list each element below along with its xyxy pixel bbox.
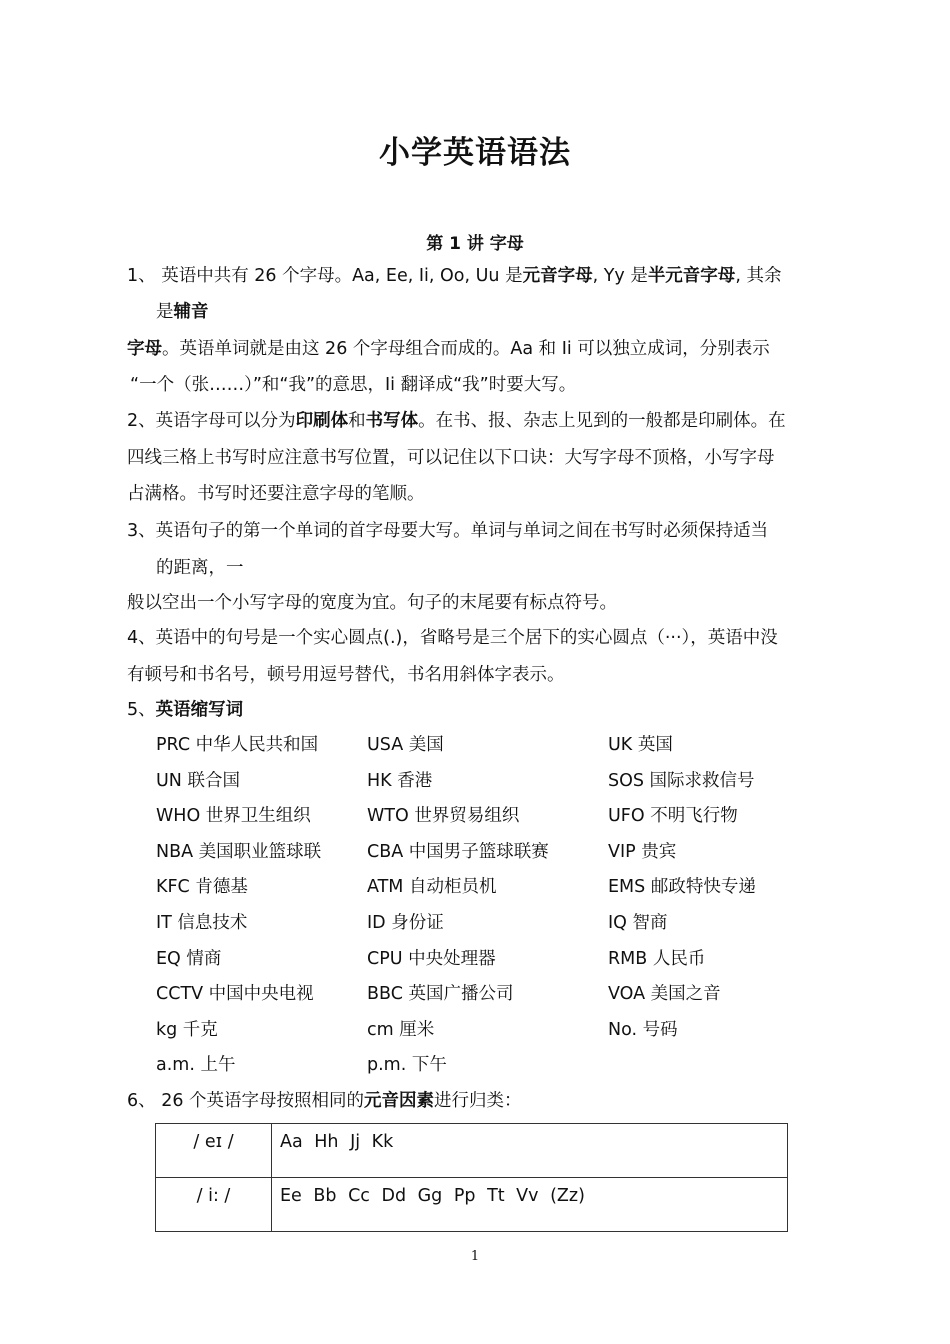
vowel-table bbox=[155, 1123, 788, 1232]
letters-cell: Aa Hh Jj Kk bbox=[272, 1124, 788, 1178]
text: , Yy 是 bbox=[592, 266, 648, 286]
abbreviation-item: CPU 中央处理器 bbox=[367, 949, 496, 969]
abbreviation-item: PRC 中华人民共和国 bbox=[156, 735, 319, 755]
abbreviation-item: NBA 美国职业篮球联 bbox=[156, 842, 322, 862]
text: 进行归类： bbox=[434, 1091, 522, 1111]
text: 。英语单词就是由这 26 个字母组合而成的。Aa 和 Ii 可以独立成词，分别表示 bbox=[162, 339, 770, 359]
text: 6、 26 个英语字母按照相同的 bbox=[127, 1091, 365, 1111]
abbreviation-item: IT 信息技术 bbox=[156, 913, 248, 933]
letters-cell: Ee Bb Cc Dd Gg Pp Tt Vv (Zz) bbox=[272, 1178, 788, 1232]
lesson-title: 第 1 讲 字母 bbox=[426, 234, 524, 254]
paragraph-1-line-4: “一个（张……）”和“我”的意思，Ii 翻译成“我”时要大写。 bbox=[130, 375, 577, 395]
text: 和 bbox=[348, 411, 366, 431]
paragraph-1-line-1 bbox=[127, 264, 781, 288]
text: , 其余 bbox=[735, 266, 782, 286]
page-number: 1 bbox=[470, 1249, 480, 1264]
page-title: 小学英语语法 bbox=[379, 135, 571, 171]
abbreviation-item: EMS 邮政特快专递 bbox=[608, 877, 756, 897]
text: 2、英语字母可以分为 bbox=[127, 411, 296, 431]
abbreviation-item: p.m. 下午 bbox=[367, 1055, 447, 1075]
text: 。在书、报、杂志上见到的一般都是印刷体。在 bbox=[418, 411, 786, 431]
abbreviation-item: UN 联合国 bbox=[156, 771, 240, 791]
text: 1、 英语中共有 26 个字母。Aa, Ee, Ii, Oo, Uu 是 bbox=[127, 266, 523, 286]
paragraph-2-line-2: 四线三格上书写时应注意书写位置，可以记住以下口诀：大写字母不顶格，小写字母 bbox=[127, 448, 775, 468]
text: 是 bbox=[156, 302, 174, 322]
bold-term: 字母 bbox=[127, 339, 162, 359]
abbreviation-item: cm 厘米 bbox=[367, 1020, 435, 1040]
paragraph-4-line-2: 有顿号和书名号，顿号用逗号替代，书名用斜体字表示。 bbox=[127, 665, 565, 685]
abbreviation-item: UK 英国 bbox=[608, 735, 673, 755]
abbreviation-item: VIP 贵宾 bbox=[608, 842, 677, 862]
paragraph-6-line-1 bbox=[127, 1089, 522, 1113]
paragraph-2-line-3: 占满格。书写时还要注意字母的笔顺。 bbox=[127, 484, 425, 504]
paragraph-2-line-1 bbox=[127, 409, 786, 433]
abbreviation-item: IQ 智商 bbox=[608, 913, 668, 933]
paragraph-1-line-2 bbox=[156, 300, 209, 324]
abbreviation-item: HK 香港 bbox=[367, 771, 433, 791]
abbreviation-item: kg 千克 bbox=[156, 1020, 218, 1040]
abbreviation-item: ID 身份证 bbox=[367, 913, 444, 933]
paragraph-4-line-1: 4、英语中的句号是一个实心圆点(.)，省略号是三个居下的实心圆点（···），英语中没 bbox=[127, 628, 778, 648]
abbreviation-item: CCTV 中国中央电视 bbox=[156, 984, 314, 1004]
bold-term: 英语缩写词 bbox=[155, 700, 244, 720]
paragraph-3-line-1: 3、英语句子的第一个单词的首字母要大写。单词与单词之间在书写时必须保持适当 bbox=[127, 521, 769, 541]
bold-term: 元音字母 bbox=[522, 266, 593, 286]
bold-term: 半元音字母 bbox=[647, 266, 736, 286]
abbreviation-item: BBC 英国广播公司 bbox=[367, 984, 514, 1004]
paragraph-3-line-2: 的距离，一 bbox=[156, 558, 244, 578]
abbreviation-item: UFO 不明飞行物 bbox=[608, 806, 738, 826]
table-row bbox=[156, 1178, 788, 1232]
table-row bbox=[156, 1124, 788, 1178]
abbreviation-item: a.m. 上午 bbox=[156, 1055, 236, 1075]
abbreviation-item: WHO 世界卫生组织 bbox=[156, 806, 311, 826]
abbreviation-item: RMB 人民币 bbox=[608, 949, 706, 969]
abbreviation-item: ATM 自动柜员机 bbox=[367, 877, 497, 897]
abbreviation-item: EQ 情商 bbox=[156, 949, 222, 969]
abbreviations-heading bbox=[127, 698, 243, 722]
paragraph-3-line-3: 般以空出一个小写字母的宽度为宜。句子的末尾要有标点符号。 bbox=[127, 593, 617, 613]
abbreviation-item: VOA 美国之音 bbox=[608, 984, 721, 1004]
paragraph-1-line-3 bbox=[127, 337, 770, 361]
bold-term: 印刷体 bbox=[295, 411, 349, 431]
abbreviation-item: SOS 国际求救信号 bbox=[608, 771, 755, 791]
text: 5、 bbox=[127, 700, 156, 720]
abbreviation-item: USA 美国 bbox=[367, 735, 444, 755]
abbreviation-item: No. 号码 bbox=[608, 1020, 678, 1040]
bold-term: 辅音 bbox=[173, 302, 209, 322]
bold-term: 元音因素 bbox=[364, 1091, 435, 1111]
abbreviation-item: WTO 世界贸易组织 bbox=[367, 806, 520, 826]
bold-term: 书写体 bbox=[365, 411, 419, 431]
phonetic-symbol-cell: / eɪ / bbox=[156, 1124, 272, 1178]
phonetic-symbol-cell: / i: / bbox=[156, 1178, 272, 1232]
abbreviation-item: KFC 肯德基 bbox=[156, 877, 248, 897]
abbreviation-item: CBA 中国男子篮球联赛 bbox=[367, 842, 549, 862]
